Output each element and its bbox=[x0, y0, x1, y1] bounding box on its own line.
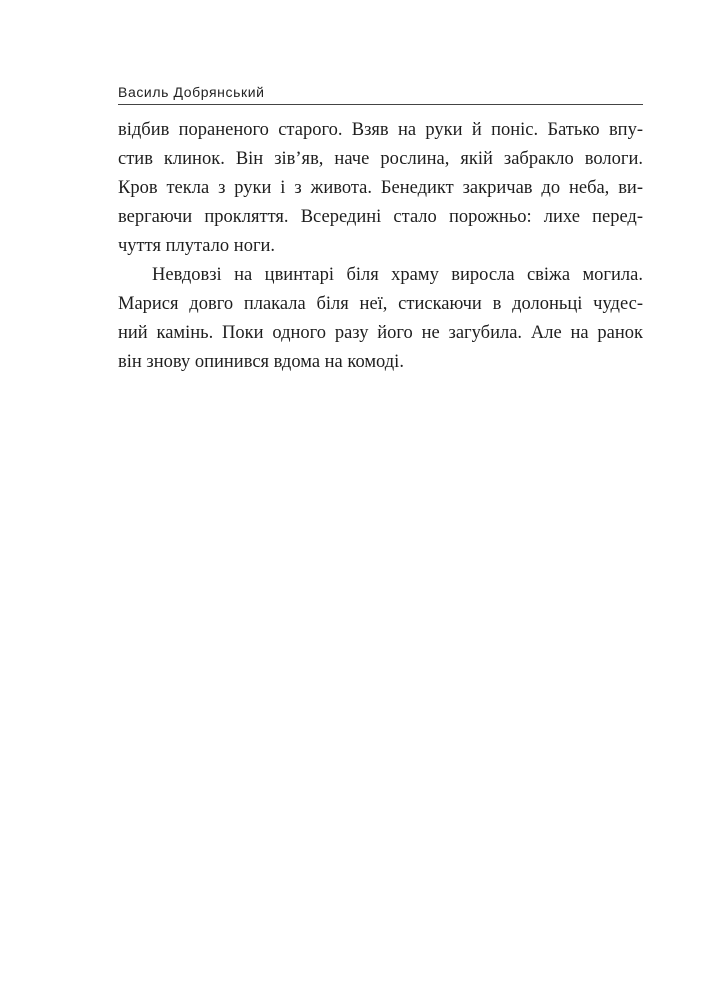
text-line: ний камінь. Поки одного разу його не загубила. Але на ранок bbox=[118, 323, 643, 343]
text-line: вергаючи прокляття. Всередині стало порожньо: лихе перед- bbox=[118, 207, 643, 227]
body-text bbox=[118, 116, 643, 377]
text-line: відбив пораненого старого. Взяв на руки й поніс. Батько впу- bbox=[118, 120, 643, 140]
text-line: чуття плутало ноги. bbox=[118, 236, 276, 256]
text-line: він знову опинився вдома на комоді. bbox=[118, 352, 404, 372]
text-line: стив клинок. Він зів’яв, наче рослина, якій забракло вологи. bbox=[118, 149, 643, 169]
header-rule bbox=[118, 104, 643, 105]
running-head-author: Василь Добрянський bbox=[118, 84, 265, 100]
paragraph-2 bbox=[118, 261, 643, 377]
paragraph-1 bbox=[118, 116, 643, 261]
text-line: Невдовзі на цвинтарі біля храму виросла свіжа могила. bbox=[152, 265, 643, 285]
text-line: Кров текла з руки і з живота. Бенедикт закричав до неба, ви- bbox=[118, 178, 643, 198]
text-line: Марися довго плакала біля неї, стискаючи в долоньці чудес- bbox=[118, 294, 643, 314]
